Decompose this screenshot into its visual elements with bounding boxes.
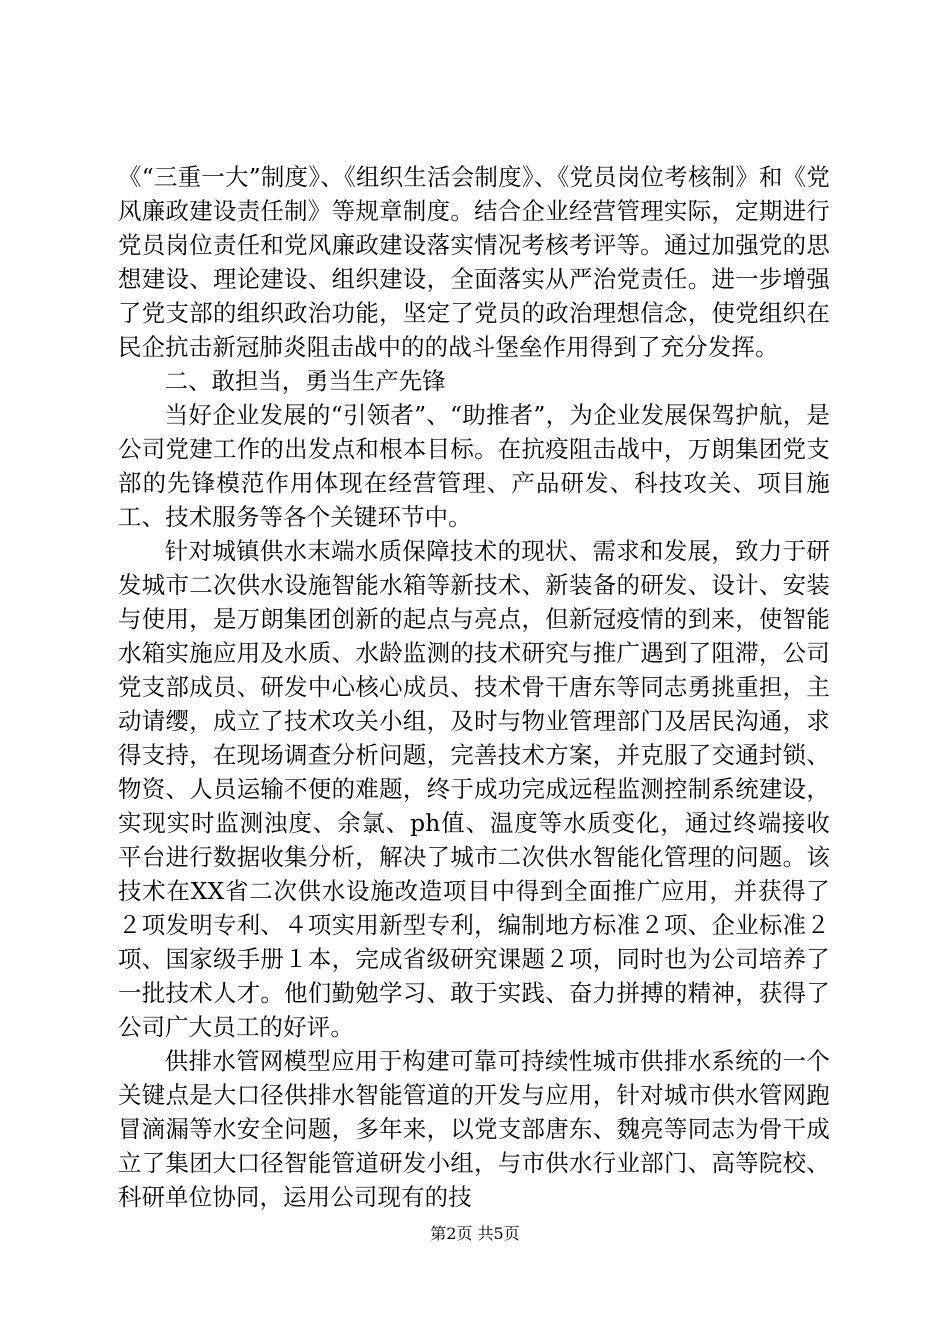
section-heading: 二、敢担当，勇当生产先锋 bbox=[164, 367, 446, 395]
document-body bbox=[118, 160, 830, 1214]
page-footer: 第2页 共5页 bbox=[430, 1224, 520, 1243]
paragraph-smart-tank: 针对城镇供水末端水质保障技术的现状、需求和发展，致力于研发城市二次供水设施智能水箱等新技术、新装备的研发、设计、安装与使用，是万朗集团创新的起点与亮点，但新冠疫情的到来，使智能水箱实施应用及水质、水龄监测的技术研究与推广遇到了阻滞，公司党支部成员、研发中心核心成员、技术骨干唐东等同志勇挑重担，主动请缨，成立了技术攻关小组，及时与物业管理部门及居民沟通，求得支持，在现场调查分析问题，完善技术方案，并克服了交通封锁、物资、人员运输不便的难题，终于成功完成远程监测控制系统建设，实现实时监测浊度、余氯、ph值、温度等水质变化，通过终端接收平台进行数据收集分析，解决了城市二次供水智能化管理的问题。该技术在XX省二次供水设施改造项目中得到全面推广应用，并获得了２项发明专利、４项实用新型专利，编制地方标准２项、企业标准２项、国家级手册１本，完成省级研究课题２项，同时也为公司培养了一批技术人才。他们勤勉学习、敢于实践、奋力拼搏的精神，获得了公司广大员工的好评。 bbox=[118, 537, 830, 1041]
paragraph-pipe-network: 供排水管网模型应用于构建可靠可持续性城市供排水系统的一个关键点是大口径供排水智能管道的开发与应用，针对城市供水管网跑冒滴漏等水安全问题，多年来，以党支部唐东、魏亮等同志为骨干成立了集团大口径智能管道研发小组，与市供水行业部门、高等院校、科研单位协同，运用公司现有的技 bbox=[118, 1047, 830, 1211]
paragraph-regulations: 《“三重一大”制度》、《组织生活会制度》、《党员岗位考核制》和《党风廉政建设责任制》等规章制度。结合企业经营管理实际，定期进行党员岗位责任和党风廉政建设落实情况考核考评等。通过加强党的思想建设、理论建设、组织建设，全面落实从严治党责任。进一步增强了党支部的组织政治功能，坚定了党员的政治理想信念，使党组织在民企抗击新冠肺炎阻击战中的的战斗堡垒作用得到了充分发挥。 bbox=[118, 163, 830, 361]
paragraph-leader: 当好企业发展的“引领者”、“助推者”，为企业发展保驾护航，是公司党建工作的出发点和根本目标。在抗疫阻击战中，万朗集团党支部的先锋模范作用体现在经营管理、产品研发、科技攻关、项目施工、技术服务等各个关键环节中。 bbox=[118, 401, 830, 531]
